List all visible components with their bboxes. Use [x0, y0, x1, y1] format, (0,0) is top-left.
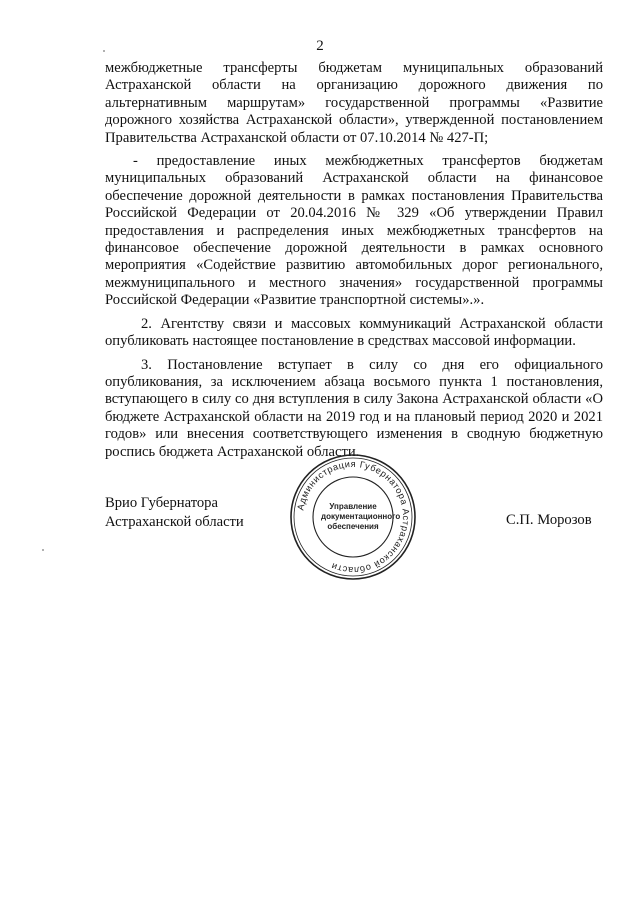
seal-inner-line3: обеспечения: [327, 522, 379, 531]
page-number: 2: [316, 38, 324, 54]
paragraph-transfers-item: - предоставление иных межбюджетных трансфертов бюджетам муниципальных образований Астраханской области на финансовое обеспечение дорожной деятельности в рамках постановления Правительства Российской Федерации от 20.04.2016 № 329 «Об утверждении Правил предоставления и распределения иных межбюджетных трансфертов на финансовое обеспечение дорожной деятельности в рамках основного мероприятия «Содействие развитию автомобильных дорог регионального, межмуниципального и местного значения» государственной программы Российской Федерации «Развитие транспортной системы».».: [105, 153, 603, 309]
scan-speck: [42, 549, 44, 551]
paragraph-point-3: 3. Постановление вступает в силу со дня его официального опубликования, за исключением абзаца восьмого пункта 1 постановления, вступающего в силу со дня вступления в силу Закона Астраханской области «О бюджете Астраханской области на 2019 год и на плановый период 2020 и 2021 годов» или внесения соответствующего изменения в сводную бюджетную роспись бюджета Астраханской области.: [105, 356, 603, 460]
paragraph-continuation: межбюджетные трансферты бюджетам муниципальных образований Астраханской области на организацию дорожного движения по альтернативным маршрутам» государственной программы «Развитие дорожного хозяйства Астраханской области», утвержденной постановлением Правительства Астраханской области от 07.10.2014 № 427-П;: [105, 60, 603, 146]
scan-speck: [103, 50, 105, 52]
seal-inner-line1: Управление: [329, 502, 377, 511]
seal-inner-line2: документационного: [321, 512, 401, 521]
document-body: [105, 60, 603, 467]
signatory-name: С.П. Морозов: [506, 512, 592, 528]
seal-inner-text: [321, 492, 401, 542]
official-seal: [288, 452, 418, 582]
signatory-position-line2: Астраханской области: [105, 514, 244, 530]
signatory-position: [105, 494, 244, 532]
paragraph-point-2: 2. Агентству связи и массовых коммуникаций Астраханской области опубликовать настоящее постановление в средствах массовой информации.: [105, 315, 603, 350]
seal-ring-textpath: Администрация Губернатора Астраханской области: [295, 458, 412, 576]
signatory-position-line1: Врио Губернатора: [105, 495, 218, 511]
